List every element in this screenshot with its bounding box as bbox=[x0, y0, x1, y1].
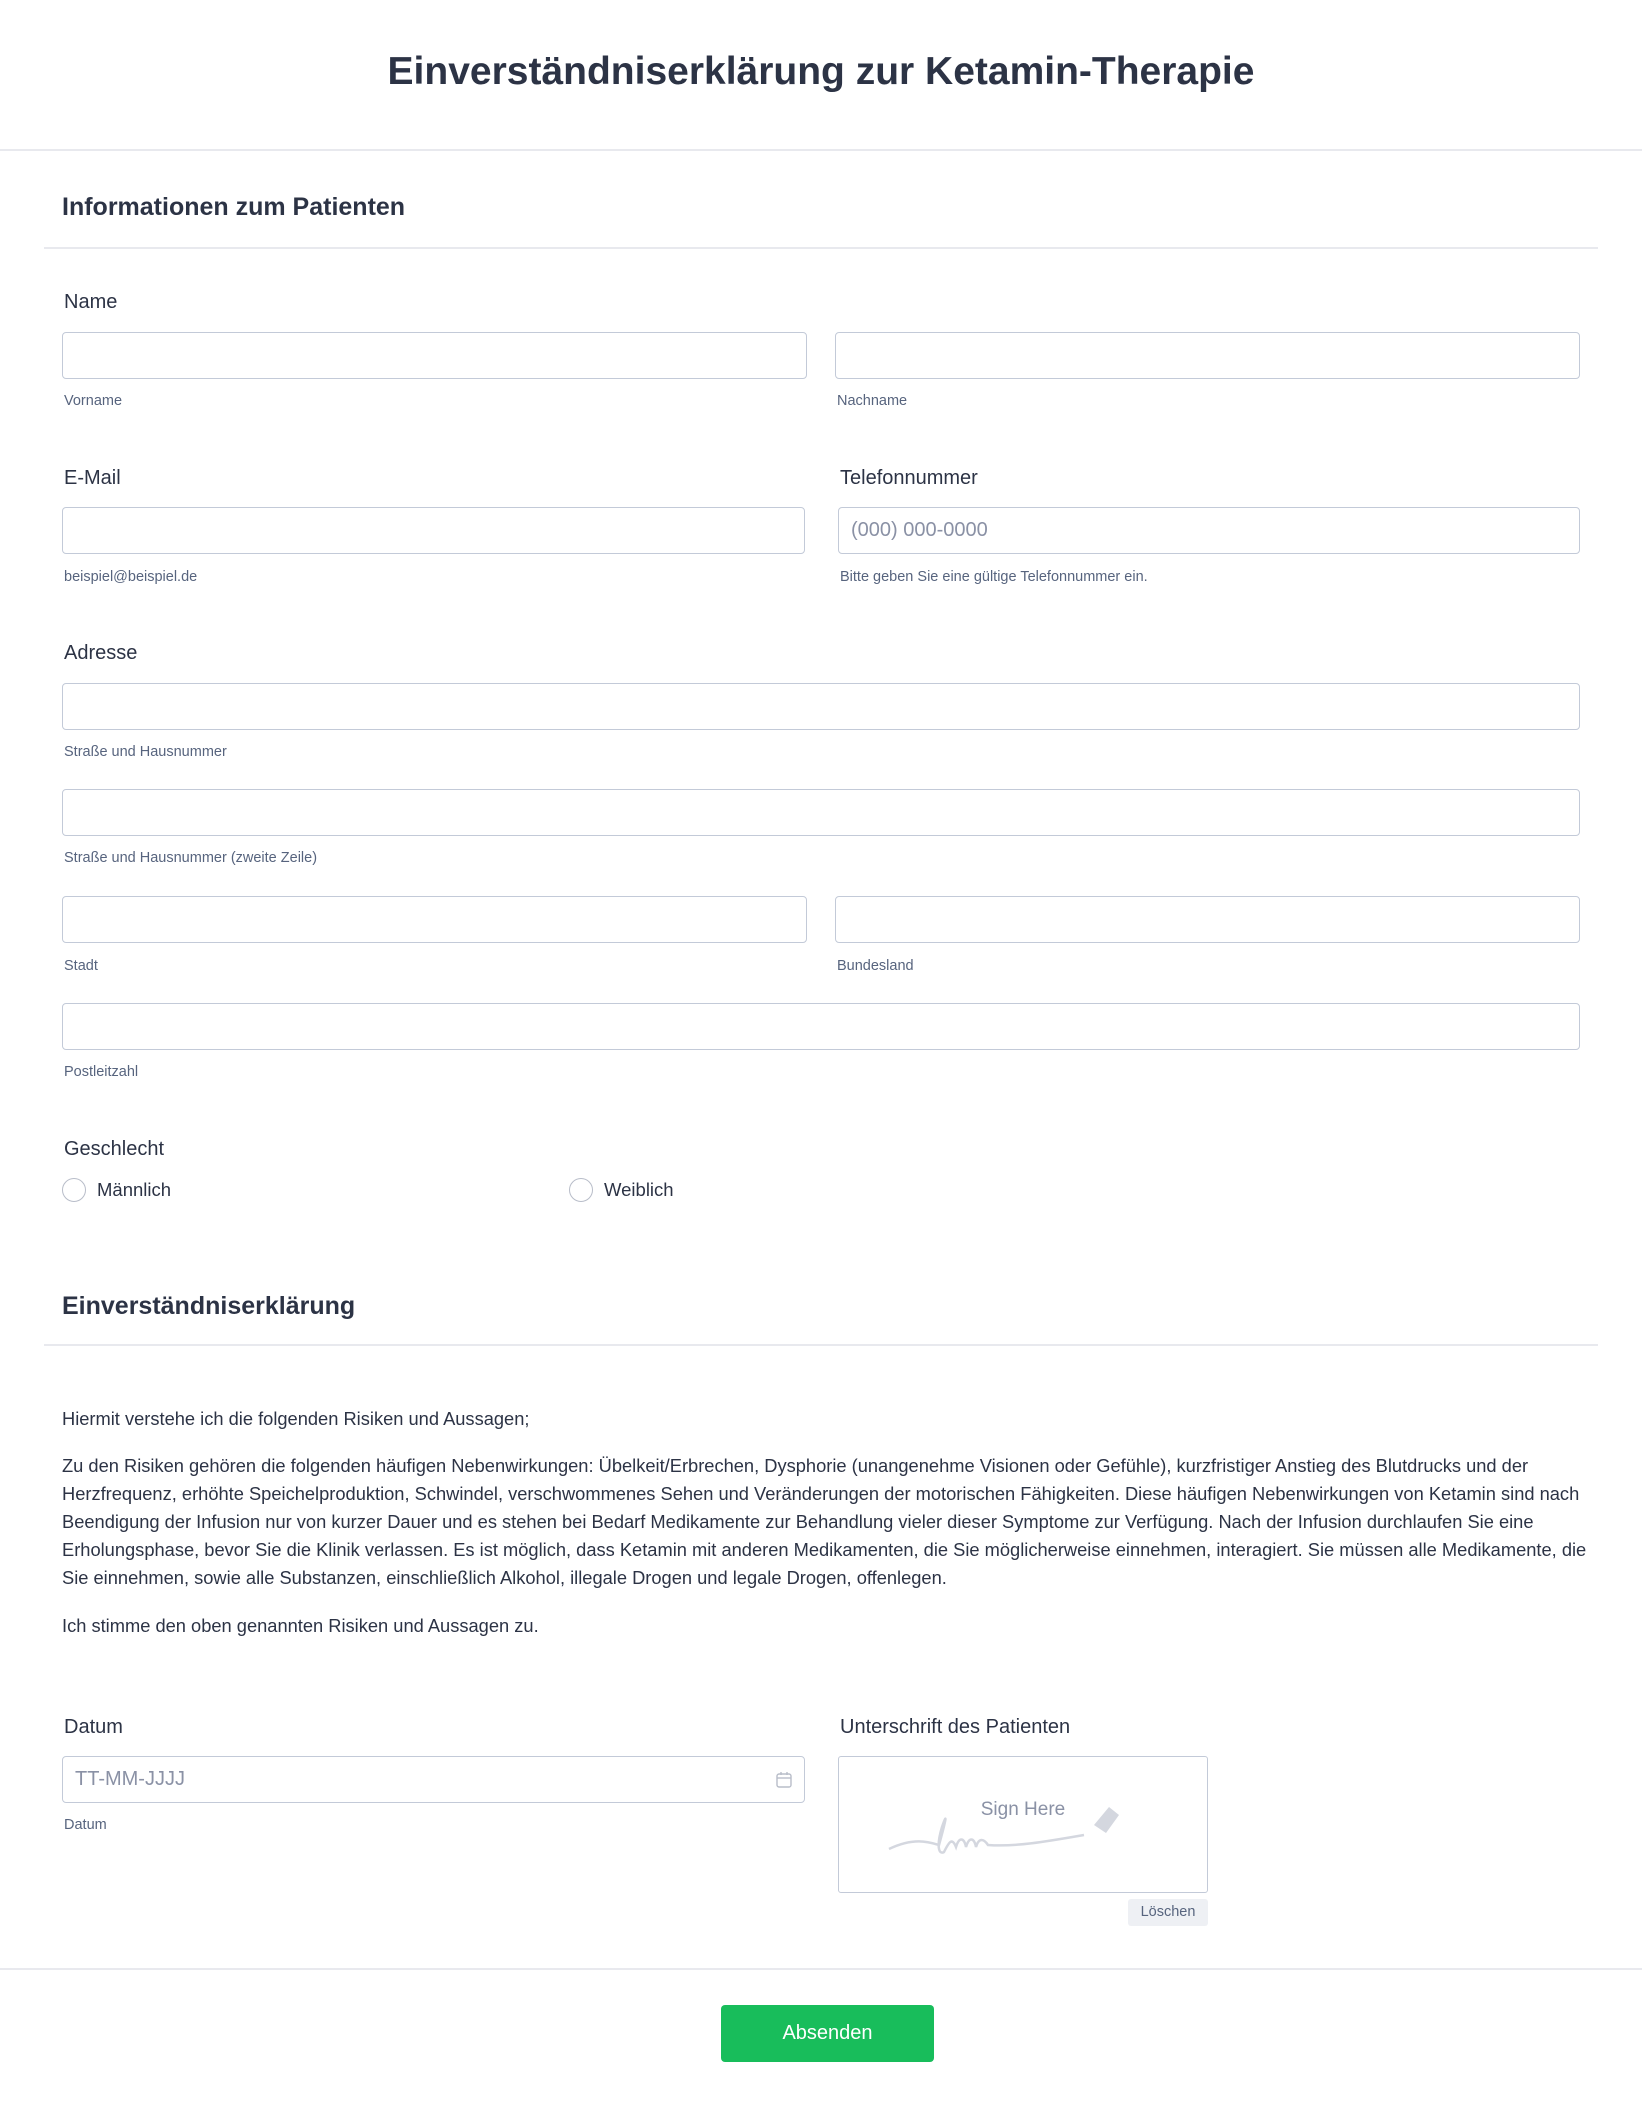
street2-input[interactable] bbox=[62, 789, 1580, 836]
street-sublabel: Straße und Hausnummer bbox=[64, 744, 227, 760]
phone-input[interactable]: (000) 000-0000 bbox=[838, 507, 1580, 554]
submit-button[interactable]: Absenden bbox=[721, 2005, 934, 2062]
section-heading-consent: Einverständniserklärung bbox=[62, 1292, 356, 1320]
street2-sublabel: Straße und Hausnummer (zweite Zeile) bbox=[64, 850, 318, 866]
name-label: Name bbox=[64, 291, 118, 313]
zip-sublabel: Postleitzahl bbox=[64, 1064, 139, 1080]
first-name-sublabel: Vorname bbox=[64, 393, 123, 409]
radio-female[interactable] bbox=[569, 1178, 593, 1202]
sign-here-hint: Sign Here bbox=[980, 1799, 1066, 1820]
email-input[interactable] bbox=[62, 507, 805, 554]
consent-risks: Zu den Risiken gehören die folgenden häufigen Nebenwirkungen: Übelkeit/Erbrechen, Dysphorie (unangenehme Visionen oder Gefühle), kurzfristiger Anstieg des Blutdrucks und der Herzfrequenz, erhöhte Speichelproduktion, Schwindel, verschwommenes Sehen und Veränderungen der motorischen Fähigkeiten. Diese häufigen Nebenwirkungen von Ketamin sind nach Beendigung der Infusion nur von kurzer Dauer und es stehen bei Bedarf Medikamente zur Behandlung vieler dieser Symptome zur Verfügung. Nach der Infusion durchlaufen Sie eine Erholungsphase, bevor Sie die Klinik verlassen. Es ist möglich, dass Ketamin mit anderen Medikamenten, die Sie möglicherweise einnehmen, interagiert. Sie müssen alle Medikamente, die Sie einnehmen, sowie alle Substanzen, einschließlich Alkohol, illegale Drogen und legale Drogen, offenlegen. bbox=[62, 1455, 1587, 1588]
section-divider bbox=[44, 1344, 1598, 1346]
city-input[interactable] bbox=[62, 896, 807, 943]
form-title: Einverständniserklärung zur Ketamin-Therapie bbox=[387, 50, 1255, 93]
state-sublabel: Bundesland bbox=[837, 958, 914, 974]
last-name-input[interactable] bbox=[835, 332, 1580, 379]
email-sublabel: beispiel@beispiel.de bbox=[64, 569, 198, 585]
calendar-icon[interactable] bbox=[776, 1771, 792, 1789]
last-name-sublabel: Nachname bbox=[837, 393, 908, 409]
footer-divider bbox=[0, 1968, 1642, 1970]
date-sublabel: Datum bbox=[64, 1817, 107, 1833]
signature-scribble-icon bbox=[884, 1797, 1164, 1867]
phone-sublabel: Bitte geben Sie eine gültige Telefonnummer ein. bbox=[840, 569, 1148, 585]
date-input[interactable] bbox=[62, 1756, 805, 1803]
section-heading-patient: Informationen zum Patienten bbox=[62, 193, 406, 221]
address-label: Adresse bbox=[64, 642, 138, 664]
radio-male-label[interactable]: Männlich bbox=[97, 1179, 172, 1200]
radio-female-label[interactable]: Weiblich bbox=[604, 1179, 674, 1200]
city-sublabel: Stadt bbox=[64, 958, 98, 974]
signature-label: Unterschrift des Patienten bbox=[840, 1716, 1071, 1738]
date-label: Datum bbox=[64, 1716, 123, 1738]
consent-intro: Hiermit verstehe ich die folgenden Risiken und Aussagen; bbox=[62, 1408, 530, 1429]
section-divider bbox=[44, 247, 1598, 249]
clear-signature-button[interactable]: Löschen bbox=[1128, 1899, 1208, 1926]
street-input[interactable] bbox=[62, 683, 1580, 730]
state-input[interactable] bbox=[835, 896, 1580, 943]
zip-input[interactable] bbox=[62, 1003, 1580, 1050]
consent-agreement: Ich stimme den oben genannten Risiken und Aussagen zu. bbox=[62, 1615, 539, 1636]
gender-label: Geschlecht bbox=[64, 1138, 165, 1160]
signature-pad[interactable] bbox=[838, 1756, 1208, 1893]
header-divider bbox=[0, 149, 1642, 151]
date-placeholder: TT-MM-JJJJ bbox=[75, 1768, 185, 1790]
first-name-input[interactable] bbox=[62, 332, 807, 379]
radio-male[interactable] bbox=[62, 1178, 86, 1202]
phone-label: Telefonnummer bbox=[840, 467, 978, 489]
email-label: E-Mail bbox=[64, 467, 121, 489]
